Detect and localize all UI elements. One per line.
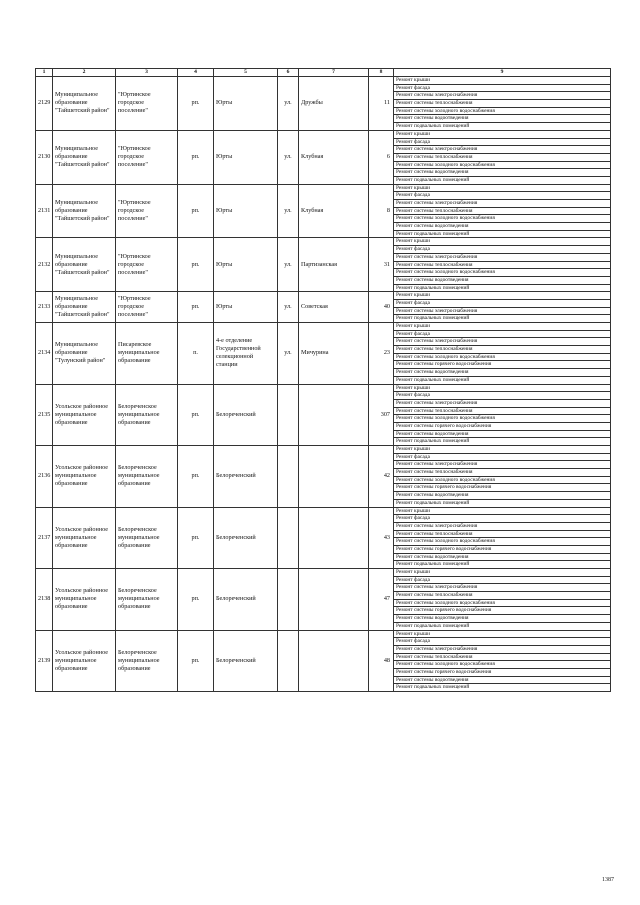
- work-item: Ремонт системы водоотведения: [394, 676, 610, 684]
- street-cell: [299, 507, 369, 569]
- work-item: Ремонт системы теплоснабжения: [394, 468, 610, 476]
- house-number-cell: 6: [369, 130, 394, 184]
- repair-program-table: [35, 68, 611, 692]
- works-cell: [394, 384, 611, 446]
- work-item: Ремонт подвальных помещений: [394, 560, 610, 568]
- work-item: Ремонт фасада: [394, 453, 610, 461]
- work-item: Ремонт системы электроснабжения: [394, 307, 610, 315]
- work-item: Ремонт системы теплоснабжения: [394, 530, 610, 538]
- row-number: 2135: [36, 384, 53, 446]
- locality-type-cell: п.: [178, 323, 214, 385]
- settlement-cell: Белореченское муниципальное образование: [116, 630, 178, 692]
- works-cell: [394, 630, 611, 692]
- street-type-cell: ул.: [278, 238, 299, 292]
- work-item: Ремонт системы холодного водоснабжения: [394, 537, 610, 545]
- locality-cell: Белореченский: [214, 630, 278, 692]
- settlement-cell: Белореченское муниципальное образование: [116, 384, 178, 446]
- row-number: 2139: [36, 630, 53, 692]
- work-item: Ремонт фасада: [394, 299, 610, 307]
- work-item: Ремонт системы водоотведения: [394, 430, 610, 438]
- works-cell: [394, 130, 611, 184]
- work-item: Ремонт системы теплоснабжения: [394, 407, 610, 415]
- works-cell: [394, 184, 611, 238]
- settlement-cell: "Юртинское городское поселение": [116, 130, 178, 184]
- work-item: Ремонт системы водоотведения: [394, 368, 610, 376]
- municipality-cell: Усольское районное муниципальное образование: [53, 630, 116, 692]
- locality-type-cell: рп.: [178, 238, 214, 292]
- municipality-cell: Усольское районное муниципальное образование: [53, 384, 116, 446]
- work-item: Ремонт системы электроснабжения: [394, 522, 610, 530]
- house-number-cell: 8: [369, 184, 394, 238]
- work-item: Ремонт системы холодного водоснабжения: [394, 353, 610, 361]
- work-item: Ремонт фасада: [394, 138, 610, 146]
- locality-type-cell: рп.: [178, 507, 214, 569]
- header-cell: 7: [299, 69, 369, 77]
- settlement-cell: Белореченское муниципальное образование: [116, 507, 178, 569]
- work-item: Ремонт фасада: [394, 637, 610, 645]
- settlement-cell: Писаревское муниципальное образование: [116, 323, 178, 385]
- work-item: Ремонт фасада: [394, 245, 610, 253]
- street-type-cell: ул.: [278, 77, 299, 131]
- work-item: Ремонт фасада: [394, 576, 610, 584]
- locality-cell: Белореченский: [214, 384, 278, 446]
- settlement-cell: "Юртинское городское поселение": [116, 292, 178, 323]
- header-cell: 6: [278, 69, 299, 77]
- work-item: Ремонт системы водоотведения: [394, 276, 610, 284]
- works-cell: [394, 507, 611, 569]
- row-number: 2130: [36, 130, 53, 184]
- work-item: Ремонт подвальных помещений: [394, 376, 610, 384]
- header-cell: 9: [394, 69, 611, 77]
- work-item: Ремонт системы холодного водоснабжения: [394, 660, 610, 668]
- work-item: Ремонт подвальных помещений: [394, 284, 610, 292]
- locality-cell: Юрты: [214, 184, 278, 238]
- work-item: Ремонт системы водоотведения: [394, 114, 610, 122]
- work-item: Ремонт системы холодного водоснабжения: [394, 107, 610, 115]
- header-row: [36, 69, 611, 77]
- municipality-cell: Усольское районное муниципальное образование: [53, 507, 116, 569]
- work-item: Ремонт системы горячего водоснабжения: [394, 668, 610, 676]
- work-item: Ремонт фасада: [394, 391, 610, 399]
- work-item: Ремонт системы теплоснабжения: [394, 99, 610, 107]
- work-item: Ремонт крыши: [396, 77, 430, 83]
- municipality-cell: Муниципальное образование "Тайшетский район": [53, 184, 116, 238]
- works-cell: [394, 292, 611, 323]
- work-item: Ремонт крыши: [396, 630, 430, 637]
- street-type-cell: [278, 384, 299, 446]
- locality-cell: Белореченский: [214, 446, 278, 508]
- locality-type-cell: рп.: [178, 130, 214, 184]
- locality-type-cell: рп.: [178, 446, 214, 508]
- work-item: Ремонт системы теплоснабжения: [394, 345, 610, 353]
- house-number-cell: 31: [369, 238, 394, 292]
- work-item: Ремонт системы водоотведения: [394, 491, 610, 499]
- table-row: [36, 130, 611, 184]
- works-cell: [394, 238, 611, 292]
- header-cell: 4: [178, 69, 214, 77]
- work-item: Ремонт крыши: [396, 238, 430, 245]
- municipality-cell: Усольское районное муниципальное образование: [53, 446, 116, 508]
- house-number-cell: 43: [369, 507, 394, 569]
- street-type-cell: [278, 507, 299, 569]
- municipality-cell: Муниципальное образование "Тайшетский район": [53, 292, 116, 323]
- street-type-cell: [278, 569, 299, 631]
- work-item: Ремонт фасада: [394, 191, 610, 199]
- table-row: [36, 238, 611, 292]
- works-cell: [394, 323, 611, 385]
- work-item: Ремонт системы теплоснабжения: [394, 653, 610, 661]
- house-number-cell: 42: [369, 446, 394, 508]
- work-item: Ремонт крыши: [396, 130, 430, 137]
- street-type-cell: [278, 446, 299, 508]
- table-row: [36, 292, 611, 323]
- row-number: 2137: [36, 507, 53, 569]
- work-item: Ремонт системы теплоснабжения: [394, 261, 610, 269]
- street-type-cell: ул.: [278, 130, 299, 184]
- street-cell: Партизанская: [299, 238, 369, 292]
- street-cell: Дружбы: [299, 77, 369, 131]
- work-item: Ремонт системы горячего водоснабжения: [394, 483, 610, 491]
- work-item: Ремонт подвальных помещений: [394, 230, 610, 238]
- locality-type-cell: рп.: [178, 569, 214, 631]
- header-cell: 3: [116, 69, 178, 77]
- street-cell: Мичурина: [299, 323, 369, 385]
- row-number: 2129: [36, 77, 53, 131]
- table-row: [36, 323, 611, 385]
- house-number-cell: 11: [369, 77, 394, 131]
- work-item: Ремонт крыши: [396, 569, 430, 575]
- work-item: Ремонт системы холодного водоснабжения: [394, 599, 610, 607]
- row-number: 2131: [36, 184, 53, 238]
- work-item: Ремонт подвальных помещений: [394, 499, 610, 507]
- work-item: Ремонт системы электроснабжения: [394, 337, 610, 345]
- work-item: Ремонт подвальных помещений: [394, 437, 610, 445]
- house-number-cell: 47: [369, 569, 394, 631]
- settlement-cell: Белореченское муниципальное образование: [116, 569, 178, 631]
- street-type-cell: ул.: [278, 184, 299, 238]
- page-number: 1387: [602, 877, 614, 883]
- municipality-cell: Усольское районное муниципальное образование: [53, 569, 116, 631]
- work-item: Ремонт системы водоотведения: [394, 168, 610, 176]
- row-number: 2138: [36, 569, 53, 631]
- table-row: [36, 184, 611, 238]
- header-cell: 8: [369, 69, 394, 77]
- street-cell: Клубная: [299, 130, 369, 184]
- work-item: Ремонт подвальных помещений: [394, 622, 610, 630]
- work-item: Ремонт крыши: [396, 184, 430, 191]
- work-item: Ремонт системы холодного водоснабжения: [394, 161, 610, 169]
- works-cell: [394, 446, 611, 508]
- house-number-cell: 23: [369, 323, 394, 385]
- works-cell: [394, 569, 611, 631]
- work-item: Ремонт системы теплоснабжения: [394, 591, 610, 599]
- municipality-cell: Муниципальное образование "Тайшетский район": [53, 77, 116, 131]
- street-type-cell: [278, 630, 299, 692]
- street-type-cell: ул.: [278, 292, 299, 323]
- table-row: [36, 569, 611, 631]
- municipality-cell: Муниципальное образование "Тайшетский район": [53, 238, 116, 292]
- street-type-cell: ул.: [278, 323, 299, 385]
- work-item: Ремонт системы водоотведения: [394, 553, 610, 561]
- work-item: Ремонт подвальных помещений: [394, 314, 610, 322]
- table-row: [36, 630, 611, 692]
- street-cell: [299, 569, 369, 631]
- locality-cell: Юрты: [214, 77, 278, 131]
- work-item: Ремонт подвальных помещений: [394, 122, 610, 130]
- row-number: 2136: [36, 446, 53, 508]
- locality-cell: Юрты: [214, 130, 278, 184]
- work-item: Ремонт системы холодного водоснабжения: [394, 414, 610, 422]
- header-cell: 1: [36, 69, 53, 77]
- header-cell: 5: [214, 69, 278, 77]
- settlement-cell: "Юртинское городское поселение": [116, 77, 178, 131]
- header-cell: 2: [53, 69, 116, 77]
- municipality-cell: Муниципальное образование "Тайшетский район": [53, 130, 116, 184]
- work-item: Ремонт системы электроснабжения: [394, 199, 610, 207]
- table-body: [36, 77, 611, 692]
- street-cell: Клубная: [299, 184, 369, 238]
- work-item: Ремонт системы электроснабжения: [394, 91, 610, 99]
- locality-cell: Юрты: [214, 292, 278, 323]
- work-item: Ремонт системы электроснабжения: [394, 145, 610, 153]
- row-number: 2132: [36, 238, 53, 292]
- work-item: Ремонт крыши: [396, 446, 430, 452]
- work-item: Ремонт подвальных помещений: [394, 176, 610, 184]
- locality-type-cell: рп.: [178, 292, 214, 323]
- locality-type-cell: рп.: [178, 77, 214, 131]
- work-item: Ремонт системы горячего водоснабжения: [394, 360, 610, 368]
- work-item: Ремонт системы холодного водоснабжения: [394, 214, 610, 222]
- work-item: Ремонт крыши: [396, 384, 430, 391]
- street-cell: [299, 630, 369, 692]
- work-item: Ремонт системы электроснабжения: [394, 645, 610, 653]
- work-item: Ремонт системы горячего водоснабжения: [394, 545, 610, 553]
- settlement-cell: Белореченское муниципальное образование: [116, 446, 178, 508]
- locality-type-cell: рп.: [178, 184, 214, 238]
- works-cell: [394, 77, 611, 131]
- work-item: Ремонт системы электроснабжения: [394, 460, 610, 468]
- house-number-cell: 307: [369, 384, 394, 446]
- street-cell: [299, 384, 369, 446]
- work-item: Ремонт системы холодного водоснабжения: [394, 476, 610, 484]
- work-item: Ремонт системы холодного водоснабжения: [394, 268, 610, 276]
- street-cell: [299, 446, 369, 508]
- work-item: Ремонт фасада: [394, 330, 610, 338]
- work-item: Ремонт крыши: [396, 507, 430, 514]
- work-item: Ремонт системы водоотведения: [394, 614, 610, 622]
- work-item: Ремонт подвальных помещений: [394, 683, 610, 691]
- work-item: Ремонт системы электроснабжения: [394, 399, 610, 407]
- locality-cell: Белореченский: [214, 507, 278, 569]
- row-number: 2134: [36, 323, 53, 385]
- table-row: [36, 507, 611, 569]
- locality-cell: 4-е отделение Государственной селекционной станции: [214, 323, 278, 385]
- locality-type-cell: рп.: [178, 630, 214, 692]
- settlement-cell: "Юртинское городское поселение": [116, 184, 178, 238]
- table-row: [36, 446, 611, 508]
- work-item: Ремонт системы электроснабжения: [394, 253, 610, 261]
- locality-type-cell: рп.: [178, 384, 214, 446]
- row-number: 2133: [36, 292, 53, 323]
- municipality-cell: Муниципальное образование "Тулунский район": [53, 323, 116, 385]
- table-row: [36, 384, 611, 446]
- street-cell: Советская: [299, 292, 369, 323]
- repair-program-table-wrapper: [35, 68, 610, 692]
- table-row: [36, 77, 611, 131]
- work-item: Ремонт системы горячего водоснабжения: [394, 606, 610, 614]
- work-item: Ремонт системы водоотведения: [394, 222, 610, 230]
- locality-cell: Белореченский: [214, 569, 278, 631]
- house-number-cell: 48: [369, 630, 394, 692]
- work-item: Ремонт системы теплоснабжения: [394, 153, 610, 161]
- work-item: Ремонт системы теплоснабжения: [394, 207, 610, 215]
- house-number-cell: 40: [369, 292, 394, 323]
- settlement-cell: "Юртинское городское поселение": [116, 238, 178, 292]
- work-item: Ремонт фасада: [394, 84, 610, 92]
- work-item: Ремонт системы электроснабжения: [394, 583, 610, 591]
- work-item: Ремонт крыши: [396, 292, 430, 299]
- work-item: Ремонт крыши: [396, 323, 430, 329]
- work-item: Ремонт фасада: [394, 514, 610, 522]
- locality-cell: Юрты: [214, 238, 278, 292]
- work-item: Ремонт системы горячего водоснабжения: [394, 422, 610, 430]
